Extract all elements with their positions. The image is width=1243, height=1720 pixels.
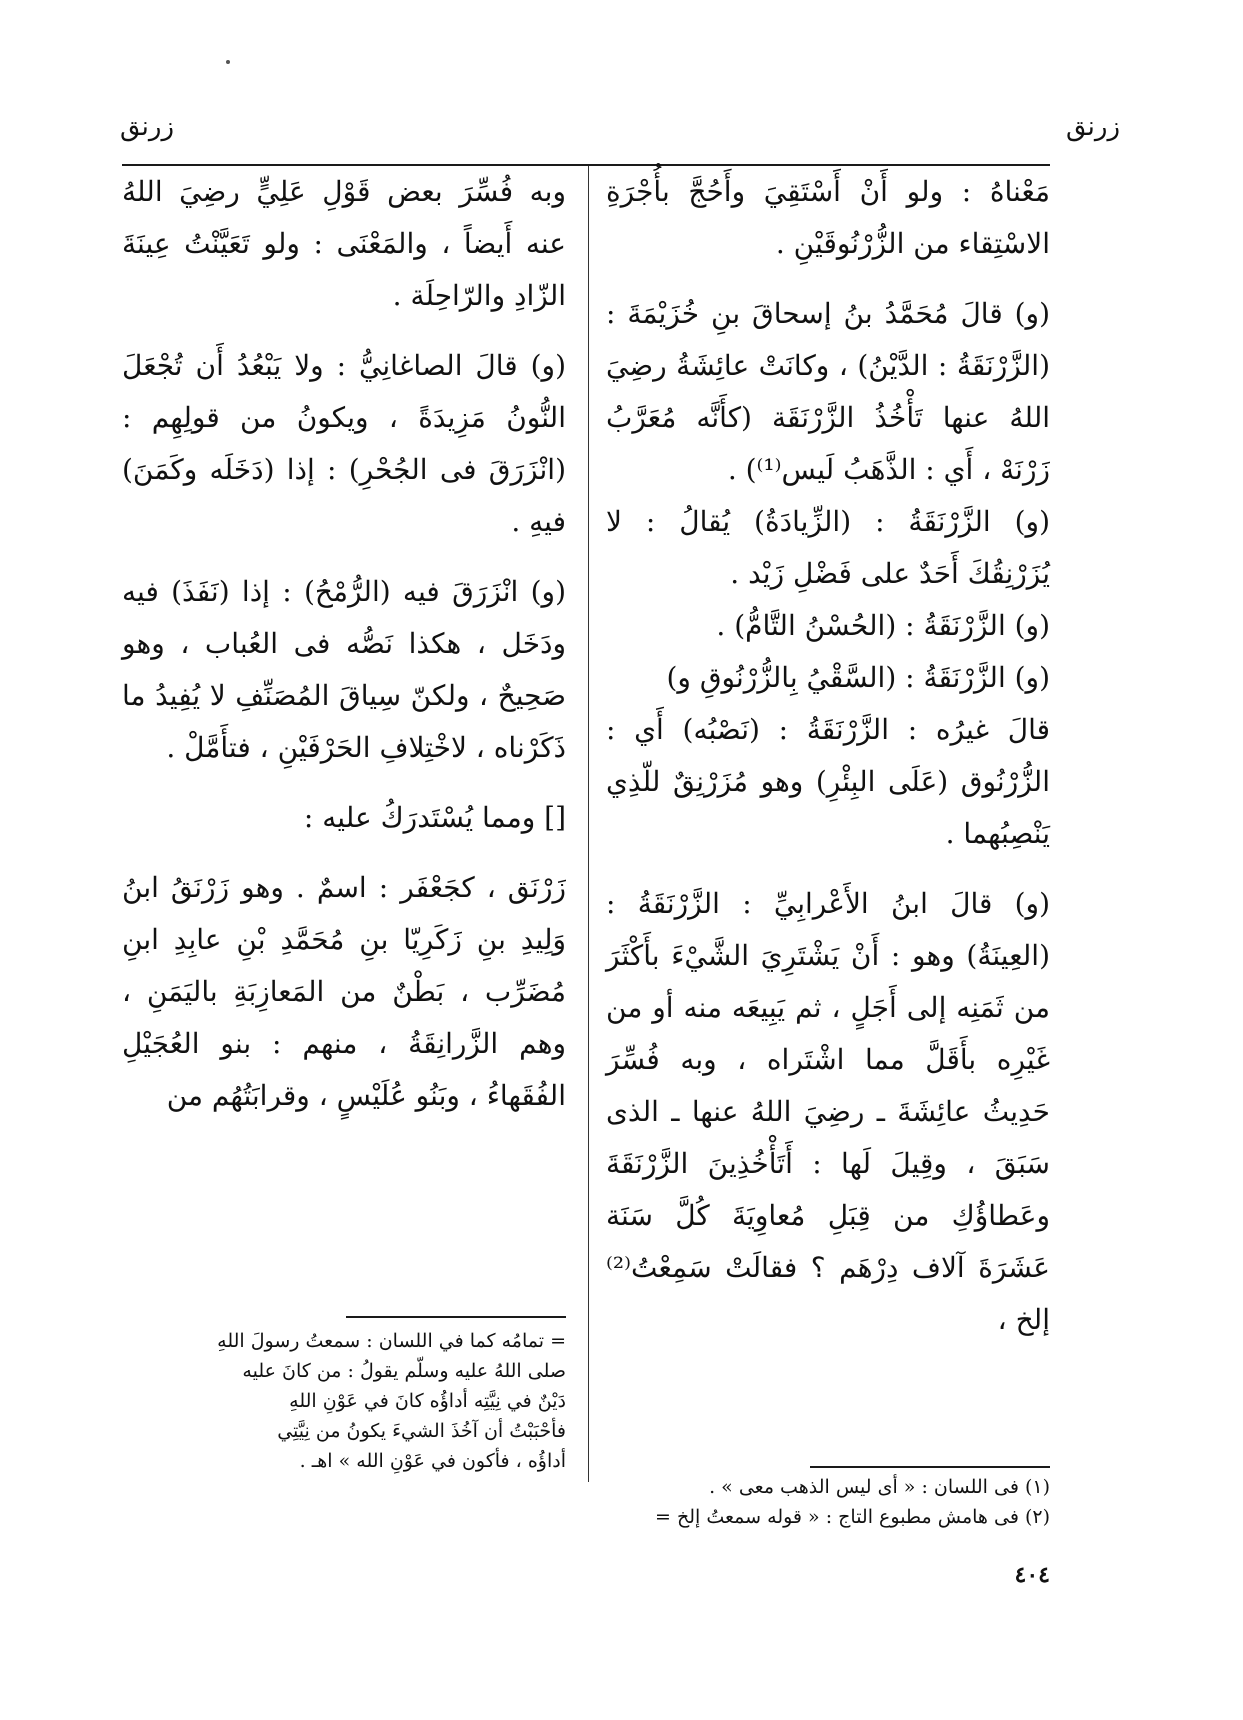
addendum-heading: [] ومما يُسْتَدرَكُ عليه :	[303, 801, 566, 834]
print-speck	[226, 60, 230, 64]
footnote-1: (١) فى اللسان : « أى ليس الذهب معى » .	[709, 1476, 1050, 1498]
entry-paragraph: قالَ غيرُه : الزَّرْنَقَةُ : (نَصْبُه) أَي : الزُّرْنُوق (عَلَى البِئْرِ) وهو مُزَرْنِقٌ للّذِي يَنْصِبُهما .	[606, 713, 1050, 850]
entry-paragraph: (و) الزَّرْنَقَةُ : (الحُسْنُ التَّامُّ) .	[716, 609, 1050, 642]
entry-paragraph: (و) قالَ ابنُ الأَعْرابِيِّ : الزَّرْنَقَةُ : (العِينَةُ) وهو : أَنْ يَشْتَرِيَ الشَّيْءَ بأَكْثَرَ من ثَمَنِه إلى أَجَلٍ ، ثم يَبِيعَه منه أو من غَيْرِه بأَقَلَّ مما اشْتَراه ، وبه فُسِّرَ حَدِيثُ عائِشَةَ ـ رضِيَ اللهُ عنها ـ الذى سَبَقَ ، وقِيلَ لَها : أَتَأْخُذِينَ الزَّرْنَقَةَ وعَطاؤُكِ من قِبَلِ مُعاوِيَةَ كُلَّ سَنَة عَشَرَةَ آلاف دِرْهَم ؟ فقالَتْ سَمِعْتُ⁽²⁾ إلخ ،	[606, 887, 1050, 1336]
footnote-rule-right	[810, 1466, 1050, 1468]
footnote-line: فأحْبَبْتُ أن آخُذَ الشيءَ يكونُ من نِيَّتِي	[277, 1420, 566, 1442]
entry-paragraph: وبه فُسِّرَ بعض قَوْلِ عَلِيٍّ رضِيَ اللهُ عنه أَيضاً ، والمَعْنَى : ولو تَعَيَّنْتُ عِينَةَ الزّادِ والرّاحِلَة .	[122, 175, 566, 312]
entry-paragraph: (و) الزَّرْنَقَةُ : (السَّقْيُ بِالزُّرْنُوقِ و)	[666, 661, 1050, 694]
entry-paragraph: (و) انْزَرَقَ فيه (الرُّمْحُ) : إذا (نَفَذَ) فيه ودَخَل ، هكذا نَصُّه فى العُباب ، وهو صَحِيحٌ ، ولكنّ سِياقَ المُصَنِّفِ لا يُفِيدُ ما ذَكَرْناه ، لاخْتِلافِ الحَرْفَيْنِ ، فتأَمَّلْ .	[122, 575, 566, 764]
footnote-line: دَيْنٌ في نِيَّتِه أداؤُه كانَ في عَوْنِ اللهِ	[289, 1390, 566, 1412]
entry-paragraph: مَعْناهُ : ولو أَنْ أَسْتَقِيَ وأَحُجَّ بأُجْرَةِ الاسْتِقاء من الزُّرْنُوقَيْنِ .	[606, 175, 1050, 260]
column-divider	[588, 166, 589, 1482]
footnote-2: (٢) فى هامش مطبوع التاج : « قوله سمعتُ إلخ =	[655, 1506, 1050, 1528]
footnote-rule-left	[346, 1316, 566, 1318]
footnotes-right	[606, 1472, 1050, 1532]
footnote-line: أداؤُه ، فأكون في عَوْنِ الله » اهـ .	[299, 1450, 566, 1472]
running-header-left: زرنق	[120, 112, 175, 142]
footnote-line: صلى اللهُ عليه وسلّم يقولُ : من كانَ عليه	[242, 1360, 566, 1382]
footnotes-left	[122, 1326, 566, 1476]
page-number: ٤٠٤	[1014, 1562, 1050, 1588]
running-header-right: زرنق	[1065, 112, 1120, 142]
entry-paragraph: زَرْنَق ، كجَعْفَر : اسمٌ . وهو زَرْنَقُ ابنُ وَلِيدِ بنِ زَكَرِيّا بنِ مُحَمَّدِ بْنِ عابِدِ ابنِ مُضَرِّب ، بَطْنٌ من المَعازِبَةِ باليَمَنِ ، وهم الزَّرانِقَةُ ، منهم : بنو العُجَيْلِ الفُقَهاءُ ، وبَنُو عُلَيْسٍ ، وقرابَتُهُم من	[122, 871, 566, 1112]
footnote-line: = تمامُه كما في اللسان : سمعتُ رسولَ اللهِ	[217, 1330, 566, 1352]
entry-paragraph: (و) قالَ مُحَمَّدُ بنُ إسحاقَ بنِ خُزَيْمَةَ : (الزَّرْنَقَةُ : الدَّيْنُ) ، وكانَتْ عائِشَةُ رضِيَ اللهُ عنها تَأْخُذُ الزَّرْنَقَة (كأَنَّه مُعَرَّبُ زَرْنَهْ ، أَي : الذَّهَبُ لَيس⁽¹⁾) .	[606, 297, 1050, 486]
right-column	[606, 166, 1050, 1346]
left-column	[122, 166, 566, 1122]
entry-paragraph: (و) الزَّرْنَقَةُ : (الزِّيادَةُ) يُقالُ : لا يُزَرْنِقُكَ أَحَدٌ على فَضْلِ زَيْد .	[606, 505, 1050, 590]
entry-paragraph: (و) قالَ الصاغانِيُّ : ولا يَبْعُدُ أَن تُجْعَلَ النُّونُ مَزِيدَةً ، ويكونُ من قولِهِم : (انْزَرَقَ فى الجُحْرِ) : إذا (دَخَلَه وكَمَنَ) فيهِ .	[122, 349, 566, 538]
